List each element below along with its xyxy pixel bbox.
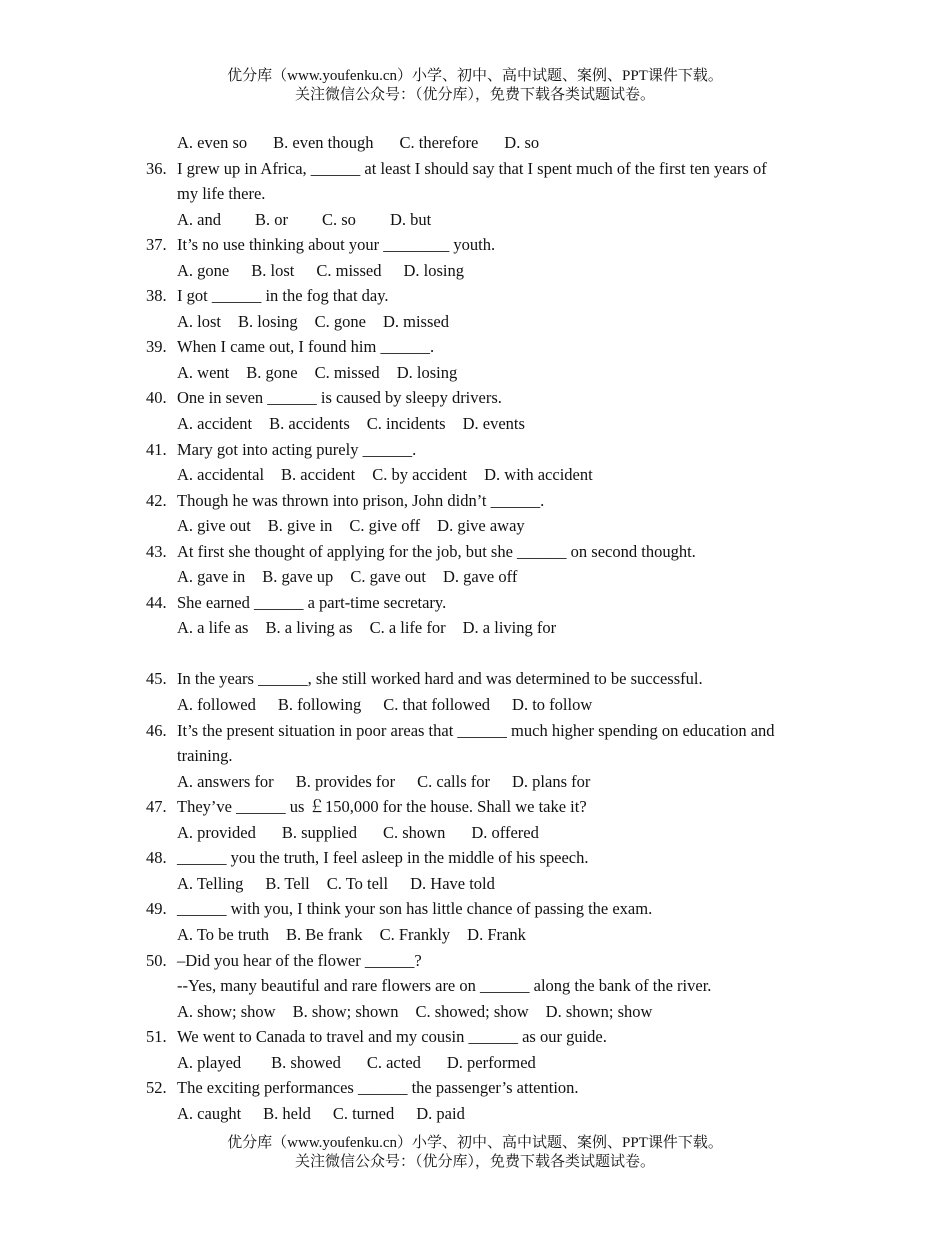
option-d: D. so — [504, 133, 540, 152]
question-49 — [0, 896, 950, 922]
option-d: D. losing — [396, 362, 458, 382]
question-stem: Though he was thrown into prison, John didn’t ______. — [177, 490, 545, 510]
question-number: 48. — [146, 848, 167, 868]
page-header — [0, 67, 950, 105]
option-c: C. showed; show — [415, 1001, 529, 1021]
question-47 — [0, 794, 950, 820]
option-b: B. accident — [281, 465, 356, 485]
question-stem: They’ve ______ us ￡150,000 for the house. Shall we take it? — [177, 797, 587, 817]
option-a: A. and — [177, 209, 221, 229]
question-stem: I grew up in Africa, ______ at least I should say that I spent much of the first ten years of — [177, 158, 767, 178]
question-number: 38. — [146, 286, 167, 306]
option-c: C. missed — [314, 362, 380, 382]
question-stem: Mary got into acting purely ______. — [177, 439, 417, 459]
question-number: 43. — [146, 541, 167, 561]
option-c: C. calls for — [417, 771, 490, 791]
option-d: D. Frank — [467, 924, 526, 944]
option-a: A. lost — [177, 311, 222, 331]
question-stem: At first she thought of applying for the job, but she ______ on second thought. — [177, 541, 696, 561]
option-c: C. gave out — [350, 567, 426, 587]
option-c: C. acted — [366, 1052, 421, 1072]
option-c: C. incidents — [366, 414, 446, 434]
question-stem: It’s no use thinking about your ________ youth. — [177, 235, 496, 255]
option-a: A. show; show — [177, 1001, 276, 1021]
option-a: A. accidental — [177, 465, 265, 485]
option-b: B. supplied — [281, 822, 357, 842]
option-b: B. accidents — [269, 414, 350, 434]
question-stem: training. — [177, 746, 233, 766]
question-36-continued — [0, 181, 950, 207]
question-38-options — [0, 309, 950, 335]
option-b: B. following — [277, 695, 362, 715]
option-c: C. give off — [349, 516, 421, 536]
footer-line-2: 关注微信公众号：（优分库），免费下载各类试题试卷。 — [294, 1154, 655, 1170]
option-a: A. followed — [177, 695, 256, 715]
question-number: 49. — [146, 899, 167, 919]
question-43 — [0, 539, 950, 565]
option-a: A. caught — [177, 1103, 242, 1123]
option-d: D. performed — [446, 1052, 536, 1072]
question-46-continued — [0, 743, 950, 769]
question-number: 44. — [146, 592, 167, 612]
option-b: B. lost — [251, 260, 295, 280]
option-c: C. therefore — [399, 133, 479, 152]
option-a: A. provided — [177, 822, 256, 842]
question-stem: When I came out, I found him ______. — [177, 337, 435, 357]
option-a: A. answers for — [177, 771, 274, 791]
question-41-options — [0, 462, 950, 488]
option-d: D. give away — [437, 516, 525, 536]
question-number: 52. — [146, 1078, 167, 1098]
option-a: A. accident — [177, 414, 253, 434]
option-b: B. show; shown — [292, 1001, 399, 1021]
question-number: 51. — [146, 1027, 167, 1047]
option-d: D. gave off — [442, 567, 518, 587]
option-a: A. went — [177, 362, 230, 382]
question-40 — [0, 385, 950, 411]
question-40-options — [0, 411, 950, 437]
option-d: D. shown; show — [545, 1001, 653, 1021]
question-44-options — [0, 615, 950, 641]
option-c: C. gone — [314, 311, 366, 331]
question-39 — [0, 334, 950, 360]
option-a: A. gave in — [177, 567, 246, 587]
question-stem: I got ______ in the fog that day. — [177, 286, 389, 306]
option-b: B. even though — [273, 133, 374, 152]
question-number: 47. — [146, 797, 167, 817]
option-b: B. held — [263, 1103, 311, 1123]
option-c: C. a life for — [369, 618, 446, 638]
question-46 — [0, 718, 950, 744]
question-46-options — [0, 769, 950, 795]
question-list — [0, 130, 950, 1126]
question-48-options — [0, 871, 950, 897]
option-d: D. with accident — [484, 465, 593, 485]
option-b: B. or — [255, 209, 288, 229]
option-c: C. turned — [332, 1103, 395, 1123]
question-42 — [0, 488, 950, 514]
question-number: 45. — [146, 669, 167, 689]
option-d: D. plans for — [512, 771, 591, 791]
question-stem: my life there. — [177, 184, 266, 204]
spacer — [0, 641, 950, 667]
question-45 — [0, 666, 950, 692]
option-a: A. Telling — [177, 873, 244, 893]
question-51 — [0, 1024, 950, 1050]
question-stem: We went to Canada to travel and my cousin ______ as our guide. — [177, 1027, 607, 1047]
question-number: 42. — [146, 490, 167, 510]
option-d: D. paid — [416, 1103, 465, 1123]
question-42-options — [0, 513, 950, 539]
option-c: C. that followed — [383, 695, 491, 715]
question-47-options — [0, 820, 950, 846]
option-b: B. a living as — [265, 618, 353, 638]
question-stem: In the years ______, she still worked hard and was determined to be successful. — [177, 669, 703, 689]
question-51-options — [0, 1050, 950, 1076]
question-stem: It’s the present situation in poor areas that ______ much higher spending on education and — [177, 720, 775, 740]
header-line-2: 关注微信公众号：（优分库），免费下载各类试题试卷。 — [294, 87, 655, 103]
question-41 — [0, 437, 950, 463]
option-a: A. played — [177, 1052, 242, 1072]
option-b: B. showed — [271, 1052, 341, 1072]
question-number: 40. — [146, 388, 167, 408]
question-number: 39. — [146, 337, 167, 357]
question-number: 46. — [146, 720, 167, 740]
question-45-options — [0, 692, 950, 718]
question-stem: –Did you hear of the flower ______? — [177, 950, 422, 970]
option-b: B. Tell — [265, 873, 310, 893]
option-a: A. a life as — [177, 618, 249, 638]
question-36-options — [0, 207, 950, 233]
question-stem: ______ you the truth, I feel asleep in the middle of his speech. — [177, 848, 589, 868]
question-52 — [0, 1075, 950, 1101]
question-37 — [0, 232, 950, 258]
question-50 — [0, 948, 950, 974]
option-d: D. a living for — [462, 618, 557, 638]
option-a: A. gone — [177, 260, 230, 280]
question-number: 50. — [146, 950, 167, 970]
question-43-options — [0, 564, 950, 590]
option-c: C. missed — [316, 260, 382, 280]
page-footer — [0, 1134, 950, 1172]
option-b: B. provides for — [295, 771, 396, 791]
question-44 — [0, 590, 950, 616]
question-stem: The exciting performances ______ the passenger’s attention. — [177, 1078, 579, 1098]
option-c: C. shown — [383, 822, 446, 842]
question-49-options — [0, 922, 950, 948]
option-b: B. gave up — [262, 567, 334, 587]
option-d: D. to follow — [512, 695, 593, 715]
question-48 — [0, 845, 950, 871]
option-d: D. losing — [403, 260, 464, 280]
footer-line-1: 优分库（www.youfenku.cn）小学、初中、高中试题、案例、PPT课件下载。 — [227, 1135, 723, 1151]
option-d: D. missed — [382, 311, 449, 331]
question-stem: --Yes, many beautiful and rare flowers are on ______ along the bank of the river. — [177, 976, 712, 996]
question-39-options — [0, 360, 950, 386]
question-stem: She earned ______ a part-time secretary. — [177, 592, 447, 612]
option-c: C. by accident — [372, 465, 468, 485]
question-50-options — [0, 999, 950, 1025]
option-c: C. To tell — [326, 873, 389, 893]
question-36 — [0, 156, 950, 182]
option-b: B. gone — [246, 362, 298, 382]
option-a: A. give out — [177, 516, 251, 536]
option-d: D. Have told — [410, 873, 495, 893]
option-a: A. even so — [177, 133, 248, 152]
question-stem: ______ with you, I think your son has little chance of passing the exam. — [177, 899, 653, 919]
question-35-options — [0, 130, 950, 156]
question-37-options — [0, 258, 950, 284]
option-b: B. give in — [267, 516, 333, 536]
question-stem: One in seven ______ is caused by sleepy drivers. — [177, 388, 502, 408]
header-line-1: 优分库（www.youfenku.cn）小学、初中、高中试题、案例、PPT课件下载。 — [227, 68, 723, 84]
option-a: A. To be truth — [177, 924, 270, 944]
option-d: D. offered — [471, 822, 539, 842]
option-c: C. Frankly — [379, 924, 451, 944]
question-38 — [0, 283, 950, 309]
option-d: D. but — [389, 209, 432, 229]
question-52-options — [0, 1101, 950, 1127]
question-number: 37. — [146, 235, 167, 255]
question-number: 36. — [146, 158, 167, 178]
option-b: B. Be frank — [286, 924, 363, 944]
question-number: 41. — [146, 439, 167, 459]
option-c: C. so — [322, 209, 356, 229]
option-b: B. losing — [238, 311, 298, 331]
question-50-continued — [0, 973, 950, 999]
option-d: D. events — [462, 414, 525, 434]
